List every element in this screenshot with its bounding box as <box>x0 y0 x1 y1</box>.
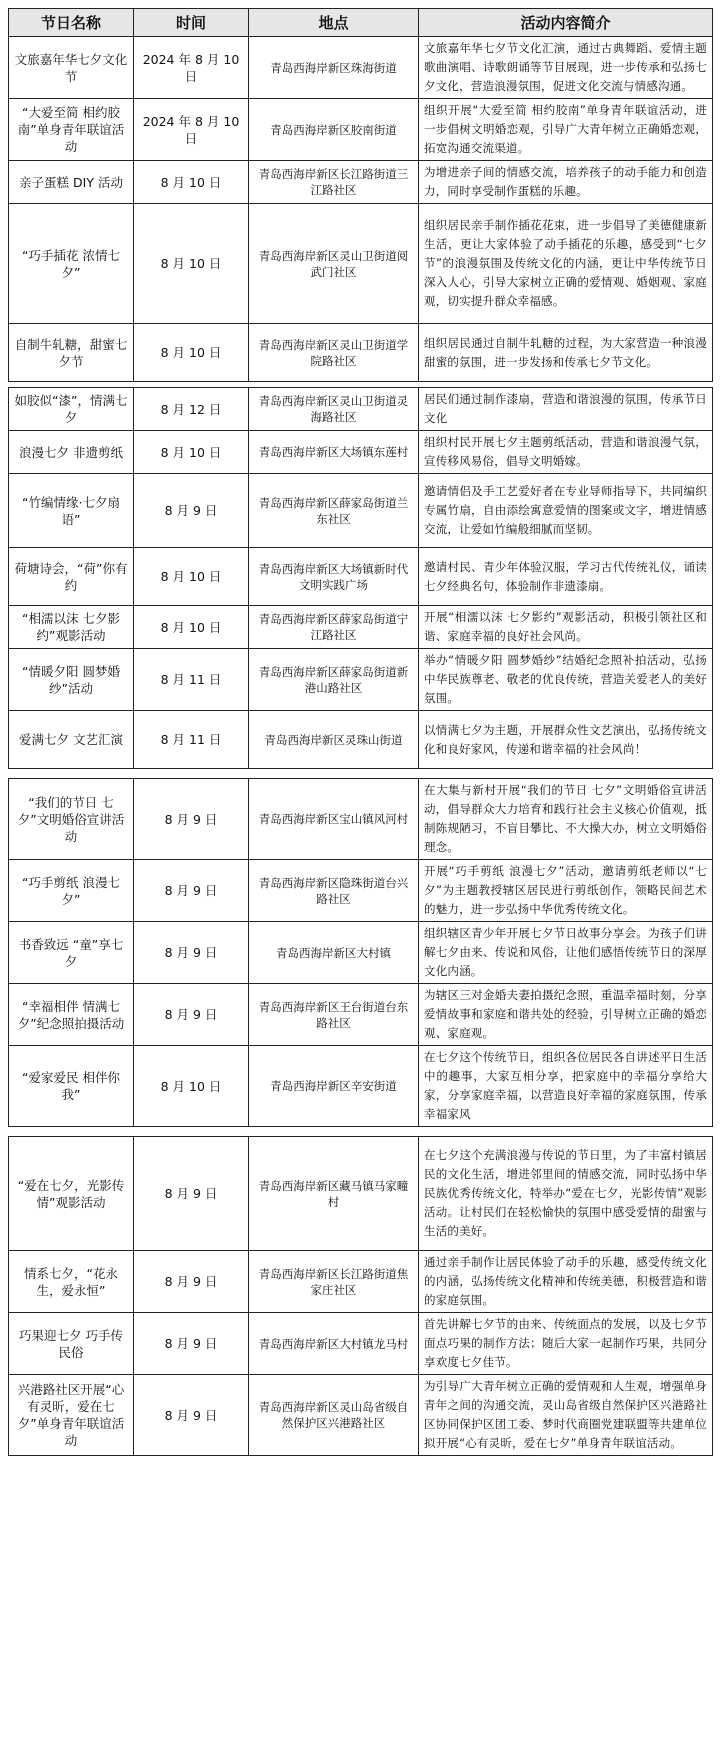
time-cell: 8 月 9 日 <box>134 1137 249 1251</box>
festival-name-cell: 巧果迎七夕 巧手传民俗 <box>9 1313 134 1375</box>
table-header <box>9 9 713 37</box>
table-row <box>9 922 713 984</box>
location-cell: 青岛西海岸新区长江路街道三江路社区 <box>249 161 419 204</box>
time-cell: 8 月 10 日 <box>134 1046 249 1127</box>
location-cell: 青岛西海岸新区王台街道台东路社区 <box>249 984 419 1046</box>
festival-name-cell: “大爱至简 相约胶南”单身青年联谊活动 <box>9 99 134 161</box>
header-description: 活动内容简介 <box>419 9 713 37</box>
description-cell: 居民们通过制作漆扇，营造和谐浪漫的氛围，传承节日文化 <box>419 388 713 431</box>
time-cell: 8 月 9 日 <box>134 984 249 1046</box>
description-cell: 邀请情侣及手工艺爱好者在专业导师指导下，共同编织专属竹扇，自由添绘寓意爱情的图案或文字，增进情感交流，让爱如竹编般细腻而坚韧。 <box>419 474 713 548</box>
festival-name-cell: 荷塘诗会，“荷”你有约 <box>9 548 134 606</box>
section-gap <box>9 1127 713 1137</box>
time-cell: 8 月 9 日 <box>134 922 249 984</box>
time-cell: 8 月 9 日 <box>134 779 249 860</box>
location-cell: 青岛西海岸新区宝山镇风河村 <box>249 779 419 860</box>
description-cell: 在大集与新村开展“我们的节日 七夕”文明婚俗宣讲活动，倡导群众大力培育和践行社会主义核心价值观，抵制陈规陋习，不盲目攀比、不大操大办，树立文明婚俗理念。 <box>419 779 713 860</box>
time-cell: 8 月 9 日 <box>134 1375 249 1456</box>
time-cell: 8 月 10 日 <box>134 606 249 649</box>
festival-name-cell: 亲子蛋糕 DIY 活动 <box>9 161 134 204</box>
description-cell: 文旅嘉年华七夕节文化汇演，通过古典舞蹈、爱情主题歌曲演唱、诗歌朗诵等节目展现，进一步传承和弘扬七夕文化，营造浪漫氛围，促进文化交流与情感沟通。 <box>419 37 713 99</box>
table-row <box>9 474 713 548</box>
description-cell: 开展“巧手剪纸 浪漫七夕”活动，邀请剪纸老师以“七夕”为主题教授辖区居民进行剪纸创作，领略民间艺术的魅力，进一步弘扬中华优秀传统文化。 <box>419 860 713 922</box>
festival-name-cell: 自制牛轧糖，甜蜜七夕节 <box>9 324 134 382</box>
description-cell: 在七夕这个传统节日，组织各位居民各自讲述平日生活中的趣事，大家互相分享，把家庭中的幸福分享给大家，分享家庭幸福，以营造良好幸福的家庭氛围，传承幸福家风 <box>419 1046 713 1127</box>
description-cell: 组织村民开展七夕主题剪纸活动，营造和谐浪漫气氛，宣传移风易俗，倡导文明婚嫁。 <box>419 431 713 474</box>
time-cell: 8 月 11 日 <box>134 649 249 711</box>
table-row <box>9 984 713 1046</box>
table-row <box>9 649 713 711</box>
location-cell: 青岛西海岸新区藏马镇马家疃村 <box>249 1137 419 1251</box>
location-cell: 青岛西海岸新区辛安街道 <box>249 1046 419 1127</box>
location-cell: 青岛西海岸新区大场镇新时代文明实践广场 <box>249 548 419 606</box>
time-cell: 8 月 9 日 <box>134 1251 249 1313</box>
location-cell: 青岛西海岸新区大村镇 <box>249 922 419 984</box>
festival-name-cell: “巧手插花 浓情七夕” <box>9 204 134 324</box>
time-cell: 8 月 10 日 <box>134 324 249 382</box>
location-cell: 青岛西海岸新区灵山卫街道学院路社区 <box>249 324 419 382</box>
festival-name-cell: “爱家爱民 相伴你我” <box>9 1046 134 1127</box>
festival-name-cell: “我们的节日 七夕”文明婚俗宣讲活动 <box>9 779 134 860</box>
festival-name-cell: 兴港路社区开展“心有灵昕，爱在七夕”单身青年联谊活动 <box>9 1375 134 1456</box>
time-cell: 8 月 9 日 <box>134 860 249 922</box>
table-row <box>9 779 713 860</box>
time-cell: 8 月 12 日 <box>134 388 249 431</box>
description-cell: 为增进亲子间的情感交流，培养孩子的动手能力和创造力，同时享受制作蛋糕的乐趣。 <box>419 161 713 204</box>
description-cell: 组织开展“大爱至简 相约胶南”单身青年联谊活动，进一步倡树文明婚恋观，引导广大青年树立正确婚恋观，拓宽沟通交流渠道。 <box>419 99 713 161</box>
table-row <box>9 324 713 382</box>
festival-name-cell: 情系七夕，“花永生，爱永恒” <box>9 1251 134 1313</box>
description-cell: 为引导广大青年树立正确的爱情观和人生观，增强单身青年之间的沟通交流，灵山岛省级自然保护区兴港路社区协同保护区团工委、梦时代商圈党建联盟等共建单位拟开展“心有灵昕，爱在七夕”单身青年联谊活动。 <box>419 1375 713 1456</box>
table-row <box>9 1375 713 1456</box>
location-cell: 青岛西海岸新区隐珠街道台兴路社区 <box>249 860 419 922</box>
festival-name-cell: 文旅嘉年华七夕文化节 <box>9 37 134 99</box>
festival-name-cell: 爱满七夕 文艺汇演 <box>9 711 134 769</box>
time-cell: 8 月 10 日 <box>134 431 249 474</box>
description-cell: 在七夕这个充满浪漫与传说的节日里，为了丰富村镇居民的文化生活，增进邻里间的情感交流，同时弘扬中华民族优秀传统文化，特举办“爱在七夕，光影传情”观影活动。让村民们在轻松愉快的氛围中感受爱情的甜蜜与生活的美好。 <box>419 1137 713 1251</box>
location-cell: 青岛西海岸新区灵山卫街道灵海路社区 <box>249 388 419 431</box>
table-row <box>9 431 713 474</box>
activity-table <box>8 8 713 1456</box>
description-cell: 组织居民亲手制作插花花束，进一步倡导了美德健康新生活，更让大家体验了动手插花的乐趣，感受到“七夕节”的浪漫氛围及传统文化的内涵，更让中华传统节日深入人心，引导大家树立正确的爱情观、婚姻观、家庭观，切实提升群众幸福感。 <box>419 204 713 324</box>
time-cell: 2024 年 8 月 10 日 <box>134 99 249 161</box>
location-cell: 青岛西海岸新区灵山卫街道阅武门社区 <box>249 204 419 324</box>
table-row <box>9 860 713 922</box>
festival-name-cell: “竹编情缘·七夕扇语” <box>9 474 134 548</box>
table-row <box>9 1313 713 1375</box>
festival-name-cell: 浪漫七夕 非遗剪纸 <box>9 431 134 474</box>
festival-name-cell: “情暖夕阳 圆梦婚纱”活动 <box>9 649 134 711</box>
description-cell: 邀请村民、青少年体验汉服，学习古代传统礼仪，诵读七夕经典名句，体验制作非遗漆扇。 <box>419 548 713 606</box>
header-time: 时间 <box>134 9 249 37</box>
location-cell: 青岛西海岸新区胶南街道 <box>249 99 419 161</box>
table-row <box>9 711 713 769</box>
table-row <box>9 606 713 649</box>
table-row <box>9 1046 713 1127</box>
location-cell: 青岛西海岸新区薛家岛街道宁江路社区 <box>249 606 419 649</box>
festival-name-cell: 如胶似“漆”，情满七夕 <box>9 388 134 431</box>
festival-name-cell: “巧手剪纸 浪漫七夕” <box>9 860 134 922</box>
location-cell: 青岛西海岸新区珠海街道 <box>249 37 419 99</box>
location-cell: 青岛西海岸新区灵珠山街道 <box>249 711 419 769</box>
header-row <box>9 9 713 37</box>
description-cell: 以情满七夕为主题，开展群众性文艺演出，弘扬传统文化和良好家风，传递和谐幸福的社会风尚！ <box>419 711 713 769</box>
section-gap-cell <box>9 769 713 779</box>
table-row <box>9 548 713 606</box>
header-festival-name: 节日名称 <box>9 9 134 37</box>
time-cell: 8 月 10 日 <box>134 161 249 204</box>
location-cell: 青岛西海岸新区大村镇龙马村 <box>249 1313 419 1375</box>
table-row <box>9 37 713 99</box>
table-row <box>9 99 713 161</box>
activity-table-sheet <box>8 8 712 1456</box>
time-cell: 8 月 10 日 <box>134 204 249 324</box>
description-cell: 组织居民通过自制牛轧糖的过程，为大家营造一种浪漫甜蜜的氛围，进一步发扬和传承七夕节文化。 <box>419 324 713 382</box>
location-cell: 青岛西海岸新区长江路街道焦家庄社区 <box>249 1251 419 1313</box>
festival-name-cell: “幸福相伴 情满七夕”纪念照拍摄活动 <box>9 984 134 1046</box>
table-row <box>9 1251 713 1313</box>
festival-name-cell: “爱在七夕，光影传情”观影活动 <box>9 1137 134 1251</box>
table-row <box>9 388 713 431</box>
section-gap <box>9 769 713 779</box>
header-location: 地点 <box>249 9 419 37</box>
table-row <box>9 204 713 324</box>
description-cell: 组织辖区青少年开展七夕节日故事分享会。为孩子们讲解七夕由来、传说和风俗，让他们感悟传统节日的深厚文化内涵。 <box>419 922 713 984</box>
time-cell: 2024 年 8 月 10 日 <box>134 37 249 99</box>
festival-name-cell: 书香致远 “童”享七夕 <box>9 922 134 984</box>
location-cell: 青岛西海岸新区薛家岛街道新港山路社区 <box>249 649 419 711</box>
location-cell: 青岛西海岸新区大场镇东莲村 <box>249 431 419 474</box>
description-cell: 举办“情暖夕阳 圆梦婚纱”结婚纪念照补拍活动，弘扬中华民族尊老、敬老的优良传统，营造关爱老人的美好氛围。 <box>419 649 713 711</box>
description-cell: 首先讲解七夕节的由来、传统面点的发展，以及七夕节面点巧果的制作方法；随后大家一起制作巧果，共同分享欢度七夕佳节。 <box>419 1313 713 1375</box>
time-cell: 8 月 9 日 <box>134 474 249 548</box>
festival-name-cell: “相濡以沫 七夕影约”观影活动 <box>9 606 134 649</box>
time-cell: 8 月 9 日 <box>134 1313 249 1375</box>
description-cell: 通过亲手制作让居民体验了动手的乐趣，感受传统文化的内涵，弘扬传统文化精神和传统美德，积极营造和谐的家庭氛围。 <box>419 1251 713 1313</box>
description-cell: 开展“相濡以沫 七夕影约”观影活动，积极引领社区和谐、家庭幸福的良好社会风尚。 <box>419 606 713 649</box>
section-gap-cell <box>9 1127 713 1137</box>
table-body <box>9 37 713 1456</box>
time-cell: 8 月 10 日 <box>134 548 249 606</box>
table-row <box>9 161 713 204</box>
time-cell: 8 月 11 日 <box>134 711 249 769</box>
location-cell: 青岛西海岸新区灵山岛省级自然保护区兴港路社区 <box>249 1375 419 1456</box>
location-cell: 青岛西海岸新区薛家岛街道兰东社区 <box>249 474 419 548</box>
description-cell: 为辖区三对金婚夫妻拍摄纪念照，重温幸福时刻，分享爱情故事和家庭和谐共处的经验，引导树立正确的婚恋观、家庭观。 <box>419 984 713 1046</box>
table-row <box>9 1137 713 1251</box>
